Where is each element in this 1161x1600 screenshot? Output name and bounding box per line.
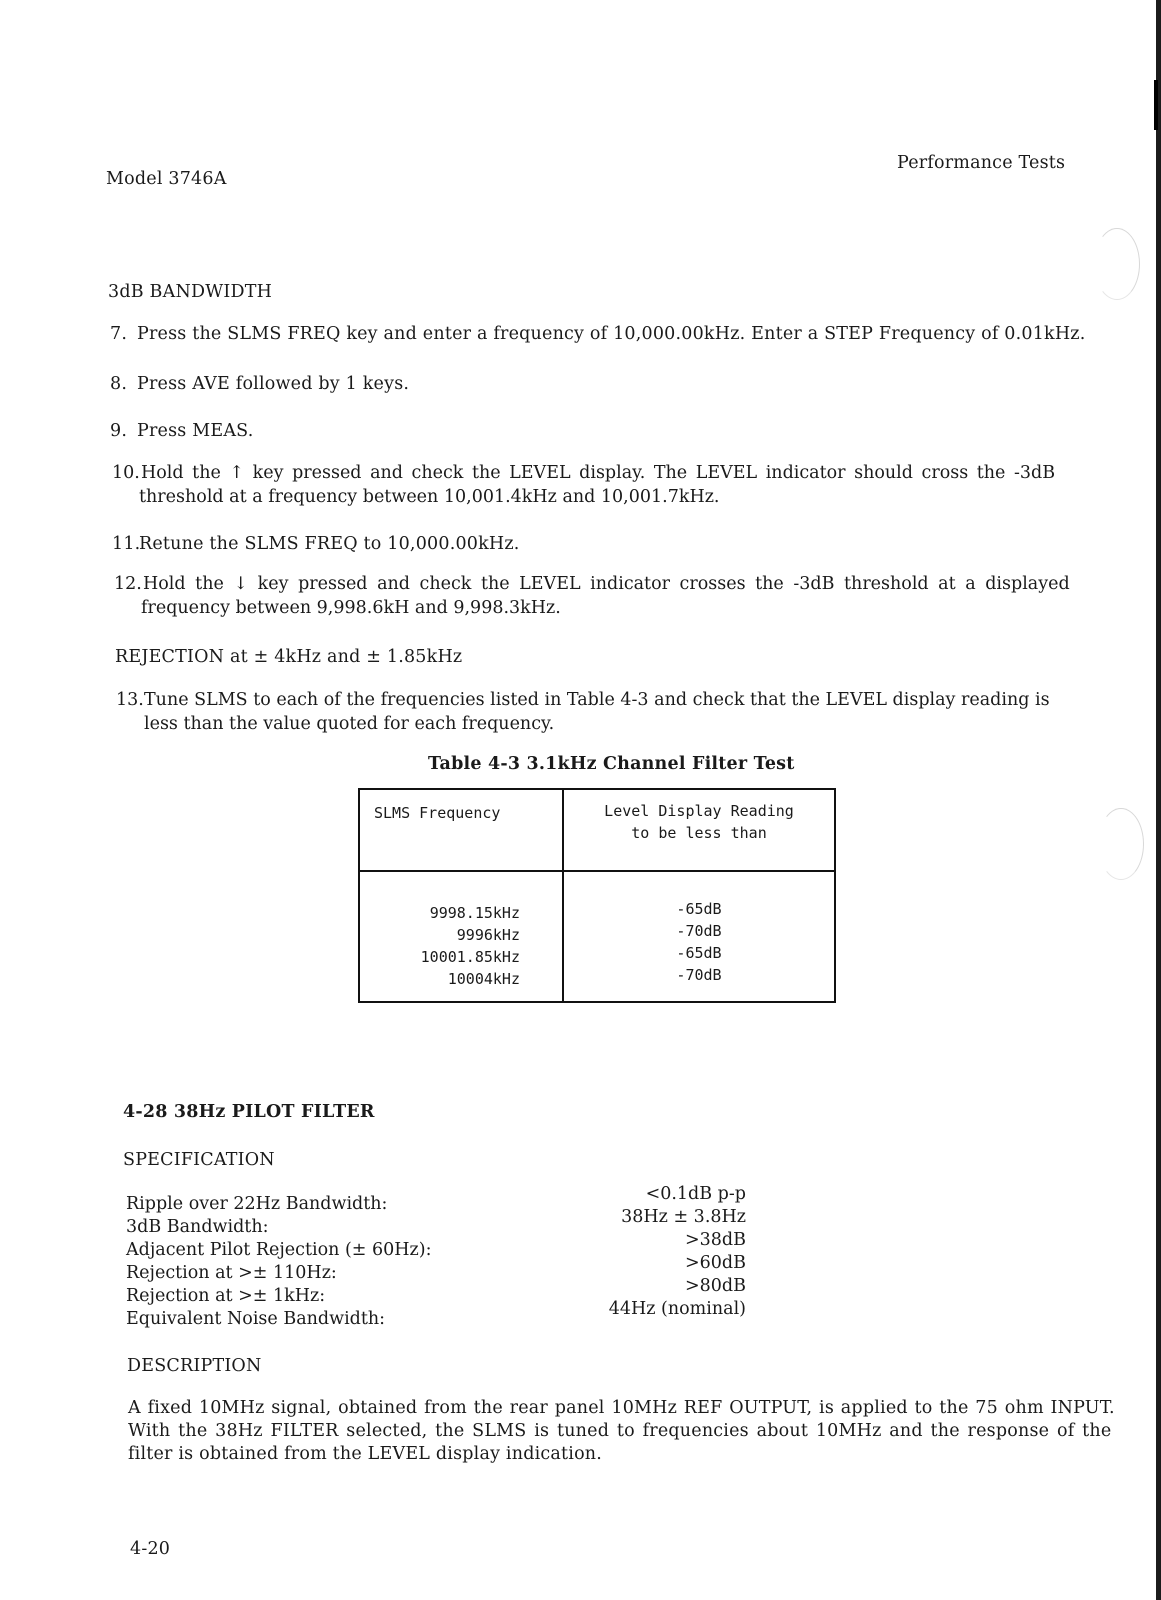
table-cell: -65dB — [676, 944, 722, 962]
step-text: Press AVE followed by 1 keys. — [137, 374, 410, 394]
table-cell: 10004kHz — [447, 970, 520, 988]
scan-edge-mark — [1154, 80, 1158, 130]
step-text: key pressed and check the LEVEL display. The LEVEL indicator should cross the -3dB — [252, 463, 1056, 483]
spec-label: Adjacent Pilot Rejection (± 60Hz): — [126, 1240, 432, 1260]
step-text-continued: threshold at a frequency between 10,001.4kHz and 10,001.7kHz. — [139, 487, 720, 507]
table-header-row — [359, 789, 835, 871]
spec-row — [126, 1230, 746, 1263]
step-text: Press MEAS. — [137, 421, 254, 441]
step-13 — [116, 688, 1066, 736]
binder-hole-middle — [1098, 808, 1144, 880]
column-header-line: Level Display Reading — [604, 802, 794, 820]
table-cell: 10001.85kHz — [420, 948, 520, 966]
step-12 — [114, 572, 1070, 620]
description-line: With the 38Hz FILTER selected, the SLMS is tuned to frequencies about 10MHz and the response of the — [128, 1421, 1112, 1441]
table-caption: Table 4-3 3.1kHz Channel Filter Test — [428, 754, 795, 774]
step-9 — [110, 419, 253, 443]
column-header-line: to be less than — [631, 824, 767, 842]
spec-label: Rejection at >± 110Hz: — [126, 1263, 337, 1283]
table-cell: 9996kHz — [456, 926, 520, 944]
step-number: 9. — [110, 421, 128, 441]
frequency-column — [359, 871, 563, 1002]
header-model: Model 3746A — [106, 169, 227, 189]
step-7 — [110, 322, 1085, 346]
spec-label: Rejection at >± 1kHz: — [126, 1286, 326, 1306]
spec-value: >60dB — [685, 1253, 746, 1273]
channel-filter-table — [358, 788, 836, 1003]
description-line: filter is obtained from the LEVEL display indication. — [128, 1444, 603, 1464]
step-text-continued: less than the value quoted for each frequency. — [144, 714, 555, 734]
scan-edge-shadow — [1156, 0, 1161, 1600]
binder-hole-top — [1094, 228, 1140, 300]
step-text: Hold the — [143, 574, 224, 594]
step-8 — [110, 372, 409, 396]
header-section: Performance Tests — [897, 153, 1066, 173]
column-header: SLMS Frequency — [359, 789, 563, 871]
step-text: Retune the SLMS FREQ to 10,000.00kHz. — [139, 534, 520, 554]
step-number: 12. — [114, 574, 142, 594]
up-arrow-key-icon: ↑ — [229, 463, 245, 483]
table-cell: -70dB — [676, 966, 722, 984]
table-cell: 9998.15kHz — [429, 904, 520, 922]
step-text-continued: frequency between 9,998.6kH and 9,998.3kHz. — [141, 598, 561, 618]
spec-value: 38Hz ± 3.8Hz — [621, 1207, 746, 1227]
description-line: A fixed 10MHz signal, obtained from the rear panel 10MHz REF OUTPUT, is applied to the 75 ohm INPUT. — [128, 1398, 1115, 1418]
page-number: 4-20 — [130, 1539, 171, 1559]
rejection-heading: REJECTION at ± 4kHz and ± 1.85kHz — [115, 647, 463, 667]
level-column — [563, 871, 835, 1002]
spec-label: 3dB Bandwidth: — [126, 1217, 269, 1237]
step-text: Press the SLMS FREQ key and enter a frequency of 10,000.00kHz. Enter a STEP Frequency of 0.01kHz. — [137, 324, 1086, 344]
down-arrow-key-icon: ↓ — [233, 574, 249, 594]
bandwidth-heading: 3dB BANDWIDTH — [108, 282, 273, 302]
column-header — [563, 789, 835, 871]
step-text: key pressed and check the LEVEL indicator crosses the -3dB threshold at a displayed — [257, 574, 1070, 594]
spec-value: >38dB — [685, 1230, 746, 1250]
spec-label: Equivalent Noise Bandwidth: — [126, 1309, 386, 1329]
step-number: 13. — [116, 690, 144, 710]
spec-row — [126, 1253, 746, 1286]
spec-value: <0.1dB p-p — [645, 1184, 746, 1204]
table-body-row — [359, 871, 835, 1002]
spec-value: 44Hz (nominal) — [608, 1299, 746, 1319]
spec-row — [126, 1207, 746, 1240]
pilot-filter-heading: 4-28 38Hz PILOT FILTER — [123, 1102, 375, 1122]
step-text: Hold the — [141, 463, 221, 483]
step-number: 11. — [112, 534, 141, 554]
spec-row — [126, 1299, 746, 1332]
spec-value: >80dB — [685, 1276, 746, 1296]
step-number: 7. — [110, 324, 128, 344]
table-cell: -70dB — [676, 922, 722, 940]
step-text: Tune SLMS to each of the frequencies listed in Table 4-3 and check that the LEVEL display reading is — [144, 690, 1050, 710]
specification-heading: SPECIFICATION — [123, 1150, 275, 1170]
description-heading: DESCRIPTION — [127, 1356, 262, 1376]
step-number: 8. — [110, 374, 128, 394]
table-cell: -65dB — [676, 900, 722, 918]
step-number: 10. — [112, 463, 140, 483]
spec-label: Ripple over 22Hz Bandwidth: — [126, 1194, 388, 1214]
step-10 — [112, 461, 1062, 509]
step-11 — [112, 532, 520, 556]
